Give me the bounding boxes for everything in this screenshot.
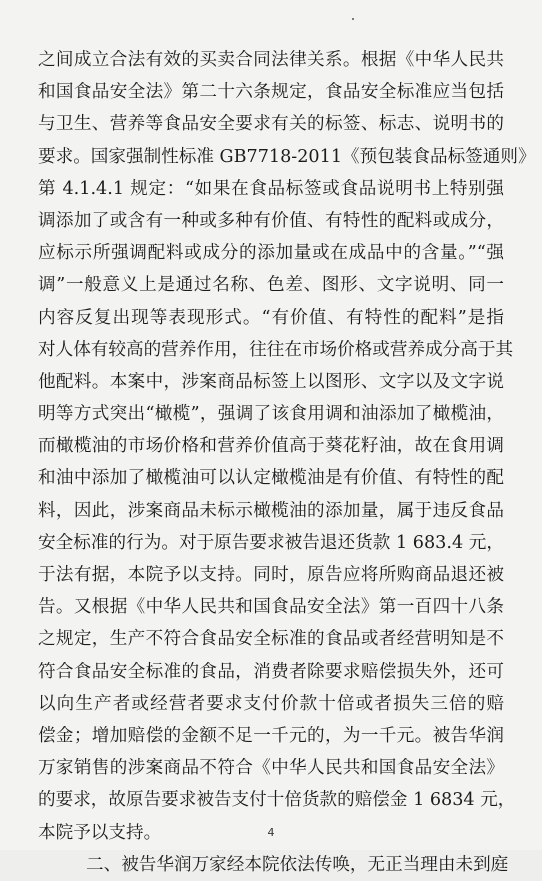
text-line: 要求。国家强制性标准 GB7718-2011《预包装食品标签通则》 [38,146,536,167]
text-line: 之间成立合法有效的买卖合同法律关系。根据《中华人民共 [38,50,504,70]
text-line: 和油中添加了橄榄油可以认定橄榄油是有价值、有特性的配 [38,468,504,489]
text-line: 内容反复出现等表现形式。“有价值、有特性的配料”是指 [38,307,504,328]
body-text [38,44,536,881]
text-line: 调添加了或含有一种或多种有价值、有特性的配料或成分， [38,210,504,231]
text-line: 之规定，生产不符合食品安全标准的食品或者经营明知是不 [38,629,504,650]
text-line: 于法有据，本院予以支持。同时，原告应将所购商品退还被 [38,565,504,585]
text-line: 与卫生、营养等食品安全要求有关的标签、标志、说明书的 [38,114,504,135]
text-line: 料，因此，涉案商品未标示橄榄油的添加量，属于违反食品 [38,500,504,521]
text-line: 他配料。本案中，涉案商品标签上以图形、文字以及文字说 [38,371,504,392]
text-line: 以向生产者或经营者要求支付价款十倍或者损失三倍的赔 [38,693,504,714]
text-line: 本院予以支持。 [38,822,162,843]
text-line: 而橄榄油的市场价格和营养价值高于葵花籽油，故在食用调 [38,436,504,457]
text-line: 第 4.1.4.1 规定：“如果在食品标签或食品说明书上特别强 [38,178,504,199]
section-heading-line: 二、被告华润万家经本院依法传唤，无正当理由未到庭 [86,854,509,875]
text-line: 的要求，故原告要求被告支付十倍货款的赔偿金 1 6834 元， [38,790,516,811]
text-line: 和国食品安全法》第二十六条规定，食品安全标准应当包括 [38,82,504,103]
text-line: 符合食品安全标准的食品，消费者除要求赔偿损失外，还可 [38,661,504,682]
scan-speck [352,18,354,20]
text-line: 应标示所强调配料或成分的添加量或在成品中的含量。”“强 [38,243,504,264]
text-line: 对人体有较高的营养作用，往往在市场价格或营养成分高于其 [38,339,514,360]
text-line: 调”一般意义上是通过名称、色差、图形、文字说明、同一 [38,275,504,296]
text-line: 万家销售的涉案商品不符合《中华人民共和国食品安全法》 [38,758,504,779]
text-line: 安全标准的行为。对于原告要求被告退还货款 1 683.4 元， [38,532,504,553]
text-line: 明等方式突出“橄榄”，强调了该食用调和油添加了橄榄油， [38,404,504,425]
page-number: 4 [267,826,275,839]
text-line: 告。又根据《中华人民共和国食品安全法》第一百四十八条 [38,597,504,618]
text-line: 偿金；增加赔偿的金额不足一千元的，为一千元。被告华润 [38,725,504,746]
